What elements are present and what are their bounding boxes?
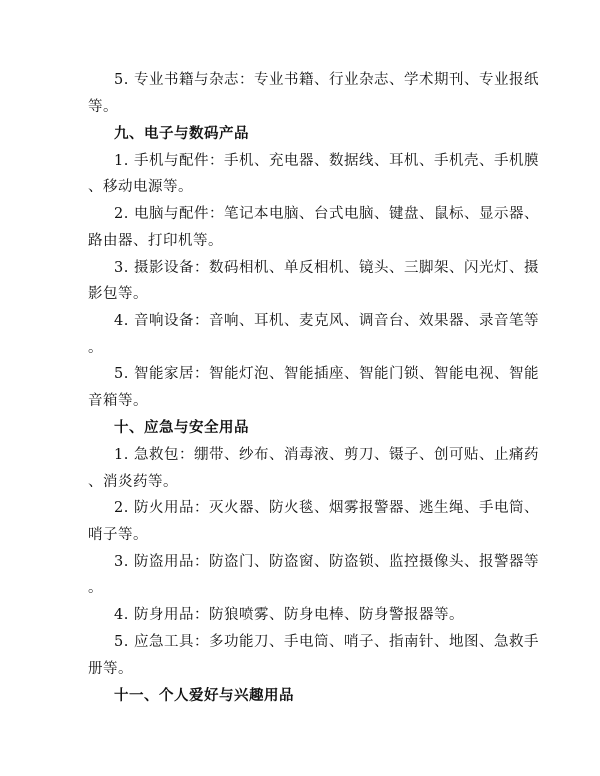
item-3-antitheft-line-2: 。 xyxy=(88,580,103,596)
item-5-smarthome-line-2: 音箱等。 xyxy=(88,393,148,409)
item-3-photography-line-1: 3. 摄影设备：数码相机、单反相机、镜头、三脚架、闪光灯、摄 xyxy=(114,260,539,276)
section-heading-electronics: 九、电子与数码产品 xyxy=(114,126,249,142)
item-4-selfdefense-line-1: 4. 防身用品：防狼喷雾、防身电棒、防身警报器等。 xyxy=(114,607,464,623)
item-4-audio-line-1: 4. 音响设备：音响、耳机、麦克风、调音台、效果器、录音笔等 xyxy=(114,313,539,329)
item-2-fire-line-1: 2. 防火用品：灭火器、防火毯、烟雾报警器、逃生绳、手电筒、 xyxy=(114,500,539,516)
item-4-audio-line-2: 。 xyxy=(88,340,103,356)
item-1-firstaid-line-1: 1. 急救包：绷带、纱布、消毒液、剪刀、镊子、创可贴、止痛药 xyxy=(114,447,539,463)
item-5-smarthome-line-1: 5. 智能家居：智能灯泡、智能插座、智能门锁、智能电视、智能 xyxy=(114,366,539,382)
item-5-emergency-tools-line-1: 5. 应急工具：多功能刀、手电筒、哨子、指南针、地图、急救手 xyxy=(114,634,539,650)
item-2-computers-line-2: 路由器、打印机等。 xyxy=(88,233,223,249)
item-5-emergency-tools-line-2: 册等。 xyxy=(88,661,133,677)
item-3-antitheft-line-1: 3. 防盗用品：防盗门、防盗窗、防盗锁、监控摄像头、报警器等 xyxy=(114,554,539,570)
section-heading-safety: 十、应急与安全用品 xyxy=(114,420,249,436)
item-3-photography-line-2: 影包等。 xyxy=(88,286,148,302)
item-5-books-line-1: 5. 专业书籍与杂志：专业书籍、行业杂志、学术期刊、专业报纸 xyxy=(114,72,539,88)
item-1-firstaid-line-2: 、消炎药等。 xyxy=(88,474,178,490)
section-heading-hobbies: 十一、个人爱好与兴趣用品 xyxy=(114,688,294,704)
item-2-fire-line-2: 哨子等。 xyxy=(88,527,148,543)
item-5-books-line-2: 等。 xyxy=(88,99,118,115)
item-1-phones-line-2: 、移动电源等。 xyxy=(88,179,193,195)
item-1-phones-line-1: 1. 手机与配件：手机、充电器、数据线、耳机、手机壳、手机膜 xyxy=(114,153,539,169)
item-2-computers-line-1: 2. 电脑与配件：笔记本电脑、台式电脑、键盘、鼠标、显示器、 xyxy=(114,206,539,222)
